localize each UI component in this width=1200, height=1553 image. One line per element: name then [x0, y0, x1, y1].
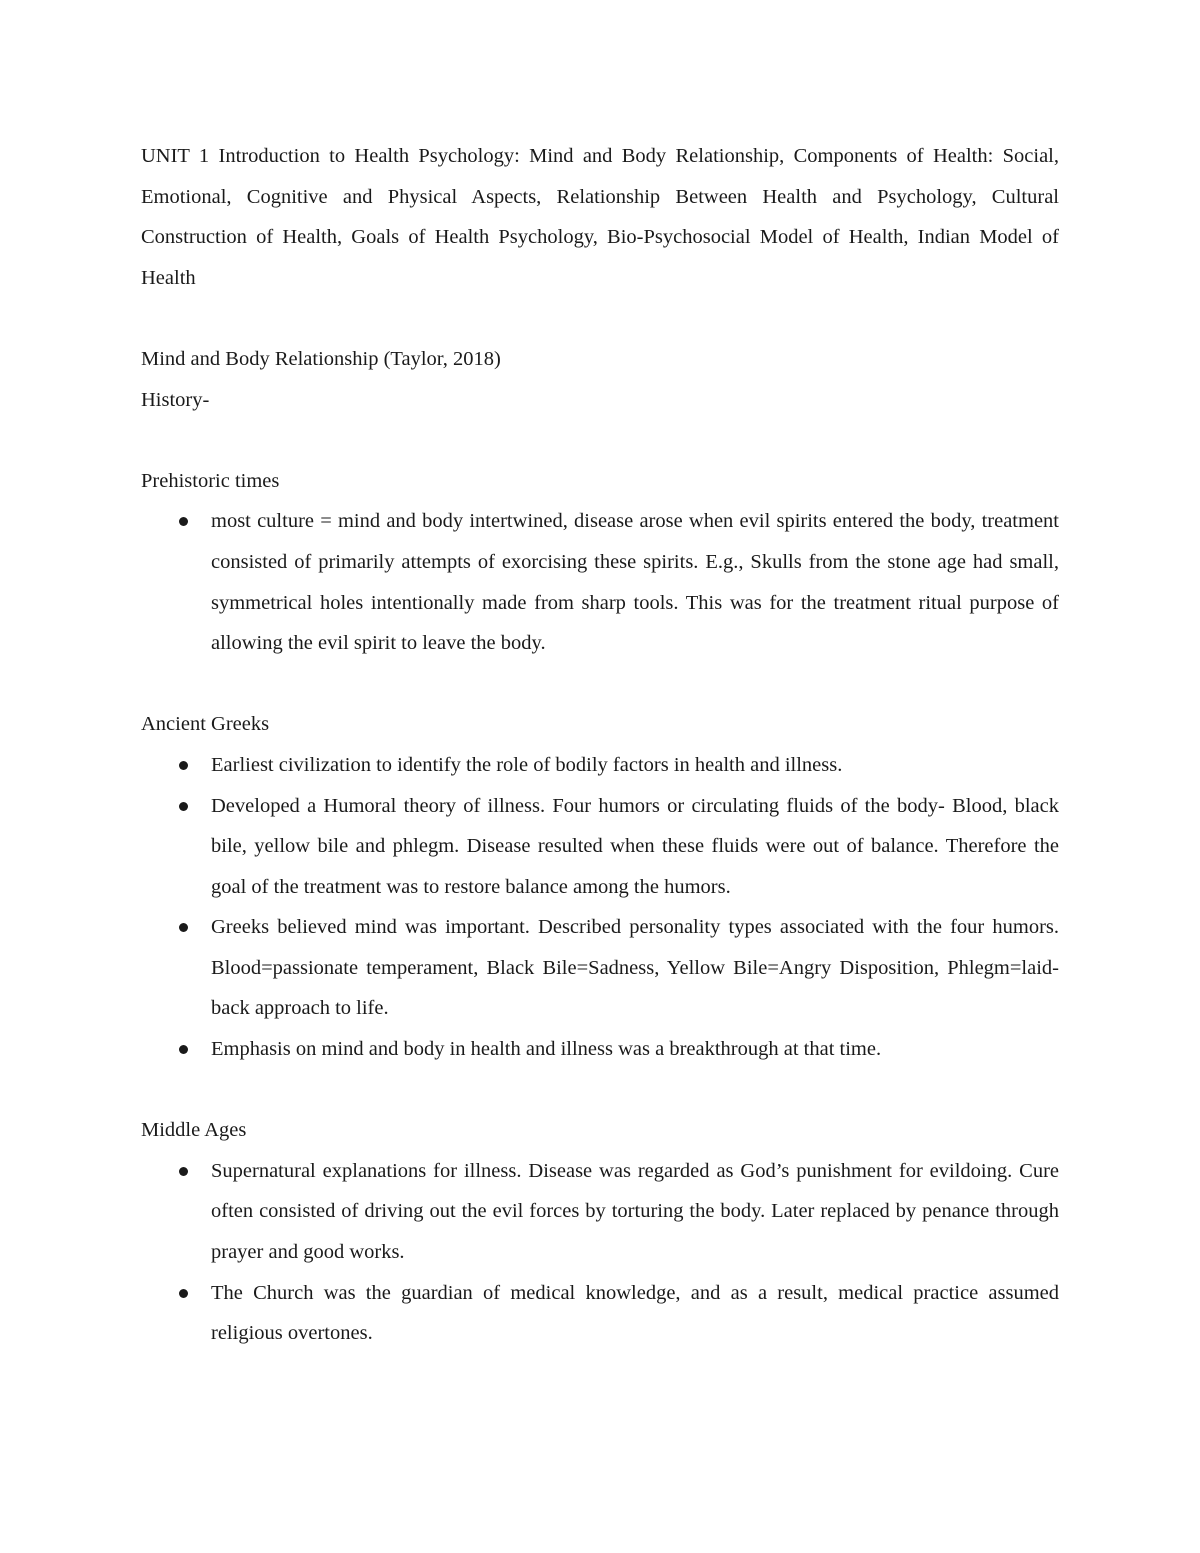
spacer	[141, 664, 1059, 705]
list-item-text: most culture = mind and body intertwined, disease arose when evil spirits entered the body, treatment consisted of primarily attempts of exorcising these spirits. E.g., Skulls from the stone age had small, symmetrical holes intentionally made from sharp tools. This was for the treatment ritual purpose of allowing the evil spirit to leave the body.	[211, 510, 1059, 655]
list-item-text: Developed a Humoral theory of illness. Four humors or circulating fluids of the body- Blood, black bile, yellow bile and phlegm. Disease resulted when these fluids were out of balance. Therefore the goal of the treatment was to restore balance among the humors.	[211, 794, 1059, 898]
list-item-text: The Church was the guardian of medical knowledge, and as a result, medical practice assumed religious overtones.	[211, 1281, 1059, 1345]
bullet-icon	[179, 1045, 188, 1054]
document-page	[141, 136, 1059, 1354]
list-item	[141, 907, 1059, 1029]
list-item	[141, 786, 1059, 908]
spacer	[141, 1070, 1059, 1111]
heading-ancient-greeks: Ancient Greeks	[141, 713, 270, 736]
heading-middle-ages: Middle Ages	[141, 1119, 247, 1142]
bullet-icon	[179, 761, 188, 770]
list-item-text: Greeks believed mind was important. Described personality types associated with the four humors. Blood=passionate temperament, Black Bile=Sadness, Yellow Bile=Angry Disposition, Phlegm=laid-back approach to life.	[211, 916, 1059, 1020]
list-item-text: Supernatural explanations for illness. Disease was regarded as God’s punishment for evildoing. Cure often consisted of driving out the evil forces by torturing the body. Later replaced by penance through prayer and good works.	[211, 1159, 1059, 1264]
bullet-icon	[179, 1167, 188, 1176]
bullet-list-prehistoric	[141, 501, 1059, 663]
bullet-icon	[179, 923, 188, 932]
bullet-list-ancient-greeks	[141, 745, 1059, 1070]
unit-intro-paragraph: UNIT 1 Introduction to Health Psychology: Mind and Body Relationship, Components of Health: Social, Emotional, Cognitive and Physical Aspects, Relationship Between Health and Psychology, Cultural Construction of Health, Goals of Health Psychology, Bio-Psychosocial Model of Health, Indian Model of Health	[141, 145, 1059, 289]
list-item	[141, 501, 1059, 663]
history-label: History-	[141, 388, 210, 411]
bullet-icon	[179, 802, 188, 811]
section-title: Mind and Body Relationship (Taylor, 2018)	[141, 347, 501, 370]
list-item-text: Earliest civilization to identify the role of bodily factors in health and illness.	[211, 753, 843, 776]
list-item	[141, 1273, 1059, 1354]
heading-prehistoric-times: Prehistoric times	[141, 469, 280, 492]
bullet-icon	[179, 517, 188, 526]
list-item-text: Emphasis on mind and body in health and illness was a breakthrough at that time.	[211, 1038, 882, 1061]
spacer	[141, 420, 1059, 461]
list-item	[141, 745, 1059, 786]
bullet-icon	[179, 1289, 188, 1298]
list-item	[141, 1029, 1059, 1070]
list-item	[141, 1151, 1059, 1273]
bullet-list-middle-ages	[141, 1151, 1059, 1354]
